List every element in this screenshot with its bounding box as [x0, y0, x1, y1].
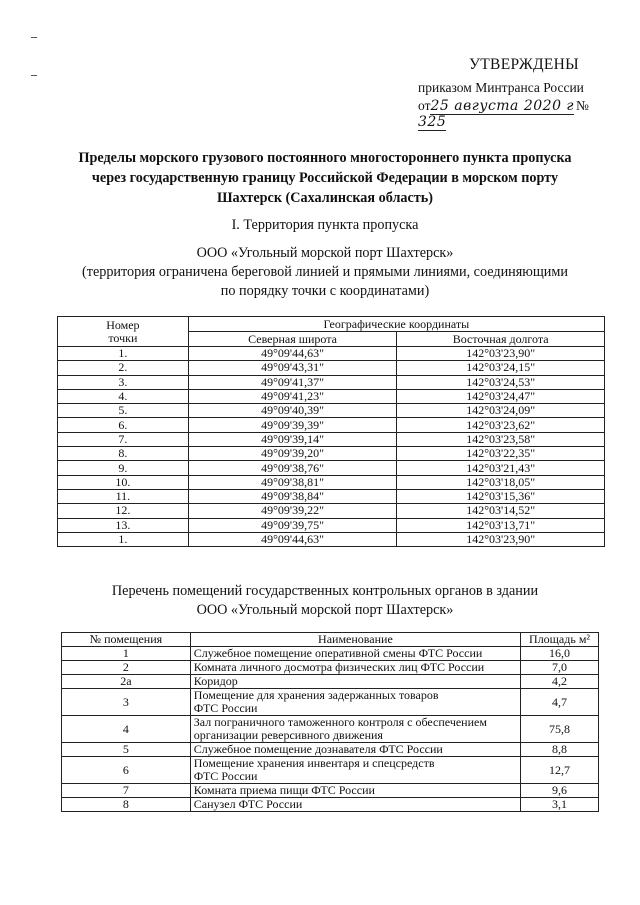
- room-area: 12,7: [521, 757, 599, 784]
- title-line: через государственную границу Российской Федерации в морском порту: [91, 170, 559, 186]
- handwritten-date: 25 августа 2020 г: [430, 98, 575, 114]
- longitude: 142°03'23,90": [397, 347, 605, 361]
- room-name: [190, 689, 520, 716]
- longitude: 142°03'13,71": [397, 518, 605, 532]
- longitude: 142°03'24,15": [397, 361, 605, 375]
- room-name-line: Помещение хранения инвентаря и спецсредств: [193, 756, 435, 770]
- longitude: 142°03'21,43": [397, 461, 605, 475]
- latitude: 49°09'39,14": [188, 432, 397, 446]
- latitude: 49°09'43,31": [188, 361, 397, 375]
- room-name: [190, 798, 520, 812]
- coord-row: [58, 447, 605, 461]
- coord-row: [58, 489, 605, 503]
- longitude: 142°03'14,52": [397, 504, 605, 518]
- longitude: 142°03'23,90": [397, 532, 605, 546]
- coord-row: [58, 375, 605, 389]
- room-name: [190, 675, 520, 689]
- point-number: 13.: [58, 518, 189, 532]
- point-number: 1.: [58, 532, 189, 546]
- latitude: 49°09'40,39": [188, 404, 397, 418]
- latitude: 49°09'38,84": [188, 489, 397, 503]
- room-name-line: Служебное помещение оперативной смены ФТС России: [193, 646, 483, 660]
- handwritten-number: 325: [418, 114, 447, 130]
- longitude: 142°03'22,35": [397, 447, 605, 461]
- room-area: 75,8: [521, 716, 599, 743]
- point-number: 1.: [58, 347, 189, 361]
- room-area: 9,6: [521, 784, 599, 798]
- approval-block: [404, 56, 614, 130]
- number-prefix: №: [576, 98, 589, 113]
- room-area: 3,1: [521, 798, 599, 812]
- room-row: [62, 757, 599, 784]
- room-number: 3: [62, 689, 191, 716]
- coord-row: [58, 389, 605, 403]
- room-name: [190, 661, 520, 675]
- point-number: 3.: [58, 375, 189, 389]
- header-room-area: Площадь м²: [521, 633, 599, 647]
- coord-row: [58, 475, 605, 489]
- room-area: 4,7: [521, 689, 599, 716]
- room-row: [62, 798, 599, 812]
- point-number: 6.: [58, 418, 189, 432]
- room-number: 4: [62, 716, 191, 743]
- room-name-line: Помещение для хранения задержанных товаров: [193, 688, 439, 702]
- title-line: Пределы морского грузового постоянного многостороннего пункта пропуска: [78, 150, 572, 166]
- coord-row: [58, 504, 605, 518]
- room-name-line: Служебное помещение дознавателя ФТС России: [193, 742, 443, 756]
- margin-tick: [31, 37, 37, 38]
- room-name-line: организации реверсивного движения: [193, 728, 383, 742]
- approval-title: УТВЕРЖДЕНЫ: [469, 56, 579, 73]
- approval-date-line: [418, 98, 614, 130]
- room-name: [190, 784, 520, 798]
- room-row: [62, 647, 599, 661]
- coord-row: [58, 518, 605, 532]
- section1-company: ООО «Угольный морской порт Шахтерск»: [196, 245, 454, 261]
- margin-tick: [31, 75, 37, 76]
- room-row: [62, 675, 599, 689]
- latitude: 49°09'39,22": [188, 504, 397, 518]
- point-number: 11.: [58, 489, 189, 503]
- room-number: 2: [62, 661, 191, 675]
- latitude: 49°09'41,23": [188, 389, 397, 403]
- latitude: 49°09'41,37": [188, 375, 397, 389]
- header-point-line: точки: [108, 330, 138, 345]
- longitude: 142°03'23,62": [397, 418, 605, 432]
- room-number: 8: [62, 798, 191, 812]
- room-name-line: Коридор: [193, 674, 238, 688]
- latitude: 49°09'39,39": [188, 418, 397, 432]
- room-number: 2а: [62, 675, 191, 689]
- room-name-line: Зал пограничного таможенного контроля с обеспечением: [193, 715, 487, 729]
- room-row: [62, 716, 599, 743]
- rooms-table: [61, 632, 599, 812]
- point-number: 4.: [58, 389, 189, 403]
- room-name-line: Комната приема пищи ФТС России: [193, 783, 375, 797]
- header-lon: Восточная долгота: [397, 332, 605, 347]
- longitude: 142°03'18,05": [397, 475, 605, 489]
- coordinates-table: [57, 316, 605, 547]
- point-number: 5.: [58, 404, 189, 418]
- room-name-line: ФТС России: [193, 769, 258, 783]
- room-number: 5: [62, 743, 191, 757]
- room-area: 4,2: [521, 675, 599, 689]
- section1-heading: I. Территория пункта пропуска: [231, 217, 419, 233]
- point-number: 10.: [58, 475, 189, 489]
- room-row: [62, 689, 599, 716]
- coord-row: [58, 432, 605, 446]
- room-area: 7,0: [521, 661, 599, 675]
- room-name: [190, 757, 520, 784]
- room-row: [62, 743, 599, 757]
- room-name-line: Санузел ФТС России: [193, 797, 303, 811]
- coord-row: [58, 418, 605, 432]
- room-row: [62, 784, 599, 798]
- coord-row: [58, 361, 605, 375]
- header-room-num: № помещения: [62, 633, 191, 647]
- header-point-line: Номер: [106, 317, 140, 332]
- room-name-line: Комната личного досмотра физических лиц ФТС России: [193, 660, 485, 674]
- room-number: 7: [62, 784, 191, 798]
- point-number: 9.: [58, 461, 189, 475]
- approval-order: приказом Минтранса России: [418, 80, 584, 95]
- room-number: 1: [62, 647, 191, 661]
- section1-note-line2: по порядку точки с координатами): [220, 283, 430, 299]
- latitude: 49°09'44,63": [188, 532, 397, 546]
- room-area: 8,8: [521, 743, 599, 757]
- longitude: 142°03'24,47": [397, 389, 605, 403]
- room-name: [190, 716, 520, 743]
- section2-heading-line2: ООО «Угольный морской порт Шахтерск»: [196, 602, 454, 618]
- room-area: 16,0: [521, 647, 599, 661]
- from-prefix: от: [418, 98, 431, 113]
- header-room-name: Наименование: [190, 633, 520, 647]
- point-number: 8.: [58, 447, 189, 461]
- header-lat: Северная широта: [188, 332, 397, 347]
- coord-row: [58, 347, 605, 361]
- latitude: 49°09'38,76": [188, 461, 397, 475]
- room-name: [190, 647, 520, 661]
- latitude: 49°09'39,20": [188, 447, 397, 461]
- coord-row: [58, 461, 605, 475]
- point-number: 12.: [58, 504, 189, 518]
- latitude: 49°09'38,81": [188, 475, 397, 489]
- longitude: 142°03'24,09": [397, 404, 605, 418]
- section2-heading-line1: Перечень помещений государственных контрольных органов в здании: [111, 583, 539, 599]
- section1-note-line1: (территория ограничена береговой линией и прямыми линиями, соединяющими: [82, 264, 568, 280]
- room-name-line: ФТС России: [193, 701, 258, 715]
- latitude: 49°09'39,75": [188, 518, 397, 532]
- latitude: 49°09'44,63": [188, 347, 397, 361]
- coord-row: [58, 404, 605, 418]
- coord-row: [58, 532, 605, 546]
- title-line: Шахтерск (Сахалинская область): [216, 190, 434, 206]
- point-number: 2.: [58, 361, 189, 375]
- room-name: [190, 743, 520, 757]
- room-row: [62, 661, 599, 675]
- longitude: 142°03'24,53": [397, 375, 605, 389]
- document-title: [40, 148, 610, 208]
- header-geo: Географические координаты: [188, 317, 604, 332]
- longitude: 142°03'23,58": [397, 432, 605, 446]
- longitude: 142°03'15,36": [397, 489, 605, 503]
- room-number: 6: [62, 757, 191, 784]
- header-point: [58, 317, 189, 347]
- point-number: 7.: [58, 432, 189, 446]
